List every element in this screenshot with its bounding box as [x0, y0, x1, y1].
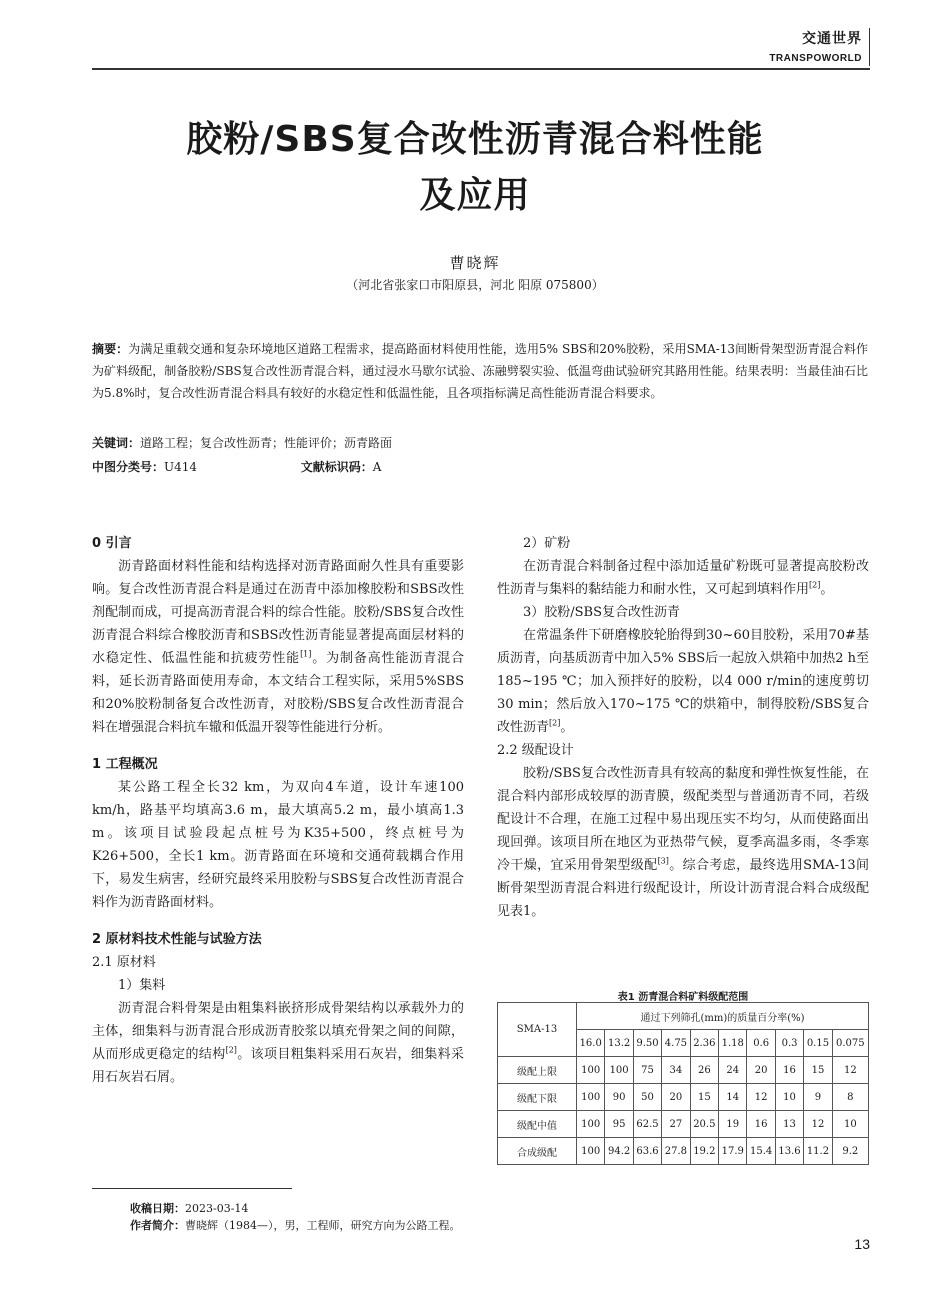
table-value-cell: 16 — [747, 1111, 775, 1138]
citation-3: [3] — [657, 856, 669, 866]
header-rule — [92, 68, 870, 70]
keywords-label: 关键词： — [92, 436, 141, 450]
table-value-cell: 15.4 — [747, 1138, 775, 1165]
footnote-rule — [92, 1188, 292, 1189]
doc-code-value: A — [372, 460, 382, 474]
sieve-size-cell: 0.6 — [747, 1030, 775, 1057]
sieve-size-cell: 16.0 — [577, 1030, 605, 1057]
keywords — [92, 432, 392, 454]
sieve-size-cell: 4.75 — [662, 1030, 690, 1057]
table-value-cell: 100 — [605, 1057, 633, 1084]
table-value-cell: 10 — [775, 1084, 803, 1111]
table-value-cell: 34 — [662, 1057, 690, 1084]
row-label-cell: 合成级配 — [498, 1138, 577, 1165]
author-affiliation: （河北省张家口市阳原县，河北 阳原 075800） — [346, 278, 604, 292]
table-value-cell: 20 — [747, 1057, 775, 1084]
footnote-author — [130, 1217, 461, 1233]
table-value-cell: 75 — [633, 1057, 661, 1084]
table-value-cell: 17.9 — [719, 1138, 747, 1165]
citation-2b: [2] — [809, 580, 821, 590]
sieve-size-cell: 0.3 — [775, 1030, 803, 1057]
table-row — [498, 1084, 869, 1111]
journal-name-cn: 交通世界 — [802, 31, 862, 47]
table-value-cell: 20.5 — [690, 1111, 718, 1138]
citation-2c: [2] — [549, 718, 561, 728]
table-value-cell: 15 — [804, 1057, 832, 1084]
sieve-size-cell: 0.075 — [832, 1030, 868, 1057]
classification-line — [92, 456, 381, 478]
keywords-text: 道路工程；复合改性沥青；性能评价；沥青路面 — [140, 436, 393, 450]
section-2-2-paragraph: 胶粉/SBS复合改性沥青具有较高的黏度和弹性恢复性能，在混合料内部形成较厚的沥青膜，级配类型与普通沥青不同，若级配设计不合理，在施工过程中易出现压实不均匀，从而使路面出现回弹。该项目所在地区为亚热带气候，夏季高温多雨，冬季寒冷干燥，宜采用骨架型级配[3]。综合考虑，最终选用SMA-13间断骨架型沥青混合料进行级配设计，所设计沥青混合料合成级配见表1。 — [497, 766, 869, 919]
abstract — [92, 338, 868, 404]
footnote-received — [130, 1200, 248, 1216]
table-value-cell: 26 — [690, 1057, 718, 1084]
table-value-cell: 14 — [719, 1084, 747, 1111]
subsection-composite-asphalt-paragraph: 在常温条件下研磨橡胶轮胎得到30~60目胶粉，采用70#基质沥青，向基质沥青中加入5% SBS后一起放入烘箱中加热2 h至185~195 ℃；加入预拌好的胶粉，以4 000 r/min的速度剪切30 min；然后放入170~175 ℃的烘箱中，制得胶粉/SBS复合改性沥青[2]。 — [497, 628, 869, 735]
journal-header — [769, 28, 862, 64]
table-value-cell: 100 — [577, 1138, 605, 1165]
section-1-paragraph: 某公路工程全长32 km，为双向4车道，设计车速100 km/h，路基平均填高3.6 m，最大填高5.2 m，最小填高1.3 m。该项目试验段起点桩号为K35+500，终点桩号为K26+500，全长1 km。沥青路面在环境和交通荷载耦合作用下，易发生病害，经研究最终采用胶粉与SBS复合改性沥青混合料作为沥青路面材料。 — [92, 780, 464, 910]
author-bio-value: 曹晓辉（1984—），男，工程师，研究方向为公路工程。 — [185, 1219, 461, 1232]
row-label-cell: 级配下限 — [498, 1084, 577, 1111]
received-label: 收稿日期： — [130, 1202, 185, 1215]
table-value-cell: 15 — [690, 1084, 718, 1111]
table-value-cell: 100 — [577, 1057, 605, 1084]
table-value-cell: 11.2 — [804, 1138, 832, 1165]
table-value-cell: 12 — [804, 1111, 832, 1138]
table-value-cell: 12 — [832, 1057, 868, 1084]
table-value-cell: 94.2 — [605, 1138, 633, 1165]
gradation-table — [497, 1002, 869, 1165]
clc-value: U414 — [164, 460, 198, 474]
table-group-header: 通过下列筛孔(mm)的质量百分率(%) — [577, 1003, 869, 1030]
sieve-size-cell: 13.2 — [605, 1030, 633, 1057]
left-column — [92, 532, 464, 1089]
table-value-cell: 9 — [804, 1084, 832, 1111]
sieve-size-cell: 1.18 — [719, 1030, 747, 1057]
table-value-cell: 63.6 — [633, 1138, 661, 1165]
sieve-size-cell: 9.50 — [633, 1030, 661, 1057]
received-value: 2023-03-14 — [185, 1202, 249, 1215]
abstract-label: 摘要： — [92, 342, 129, 356]
table-value-cell: 27 — [662, 1111, 690, 1138]
table-row — [498, 1057, 869, 1084]
section-1-title: 1 工程概况 — [92, 757, 158, 772]
sieve-size-cell: 0.15 — [804, 1030, 832, 1057]
section-0-paragraph: 沥青路面材料性能和结构选择对沥青路面耐久性具有重要影响。复合改性沥青混合料是通过在沥青中添加橡胶粉和SBS改性剂配制而成，可提高沥青混合料的综合性能。胶粉/SBS复合改性沥青混合料综合橡胶沥青和SBS改性沥青能显著提高面层材料的水稳定性、低温性能和抗疲劳性能[1]。为制备高性能沥青混合料，延长沥青路面使用寿命，本文结合工程实际，采用5%SBS和20%胶粉制备复合改性沥青，对胶粉/SBS复合改性沥青混合料在增强混合料抗车辙和低温开裂等性能进行分析。 — [92, 559, 464, 735]
header-divider-vertical — [869, 28, 870, 66]
title-line-2: 及应用 — [419, 175, 531, 216]
row-label-cell: 级配上限 — [498, 1057, 577, 1084]
author-name: 曹晓辉 — [449, 254, 501, 272]
abstract-text: 为满足重载交通和复杂环境地区道路工程需求，提高路面材料使用性能，选用5% SBS和20%胶粉，采用SMA-13间断骨架型沥青混合料作为矿料级配，制备胶粉/SBS复合改性沥青混合料，通过浸水马歇尔试验、冻融劈裂实验、低温弯曲试验研究其路用性能。结果表明：当最佳油石比为5.8%时，复合改性沥青混合料具有较好的水稳定性和低温性能，且各项指标满足高性能沥青混合料要求。 — [92, 342, 868, 400]
journal-name-en: TRANSPOWORLD — [769, 53, 862, 64]
table-caption: 表1 沥青混合料矿料级配范围 — [617, 992, 749, 1003]
table-value-cell: 19.2 — [690, 1138, 718, 1165]
sieve-size-cell: 2.36 — [690, 1030, 718, 1057]
table-value-cell: 90 — [605, 1084, 633, 1111]
table-value-cell: 24 — [719, 1057, 747, 1084]
page-number: 13 — [854, 1236, 870, 1252]
paper-title — [60, 112, 890, 224]
subsection-mineral-powder-paragraph: 在沥青混合料制备过程中添加适量矿粉既可显著提高胶粉改性沥青与集料的黏结能力和耐水性，又可起到填料作用[2]。 — [497, 559, 869, 597]
table-value-cell: 10 — [832, 1111, 868, 1138]
table-row — [498, 1111, 869, 1138]
author-bio-label: 作者简介： — [130, 1219, 185, 1232]
row-label-cell: 级配中值 — [498, 1111, 577, 1138]
subsection-aggregate-title: 1）集料 — [118, 978, 166, 993]
table-value-cell: 27.8 — [662, 1138, 690, 1165]
table-value-cell: 50 — [633, 1084, 661, 1111]
subsection-composite-asphalt-title: 3）胶粉/SBS复合改性沥青 — [523, 605, 681, 620]
table-value-cell: 20 — [662, 1084, 690, 1111]
table-value-cell: 8 — [832, 1084, 868, 1111]
citation-2: [2] — [225, 1045, 237, 1055]
table-value-cell: 19 — [719, 1111, 747, 1138]
table-value-cell: 13.6 — [775, 1138, 803, 1165]
table-row — [498, 1138, 869, 1165]
subsection-aggregate-paragraph: 沥青混合料骨架是由粗集料嵌挤形成骨架结构以承载外力的主体，细集料与沥青混合形成沥青胶浆以填充骨架之间的间隙，从而形成更稳定的结构[2]。该项目粗集料采用石灰岩，细集料采用石灰岩石屑。 — [92, 1001, 464, 1085]
table-value-cell: 9.2 — [832, 1138, 868, 1165]
table-value-cell: 100 — [577, 1111, 605, 1138]
table-value-cell: 13 — [775, 1111, 803, 1138]
table-value-cell: 100 — [577, 1084, 605, 1111]
section-2-2-title: 2.2 级配设计 — [497, 743, 574, 758]
table-value-cell: 16 — [775, 1057, 803, 1084]
table-value-cell: 95 — [605, 1111, 633, 1138]
table-corner-cell: SMA-13 — [498, 1003, 577, 1057]
section-0-title: 0 引言 — [92, 536, 132, 551]
clc-label: 中图分类号： — [92, 460, 165, 474]
table-value-cell: 62.5 — [633, 1111, 661, 1138]
doc-code-label: 文献标识码： — [300, 460, 373, 474]
title-line-1: 胶粉/SBS复合改性沥青混合料性能 — [186, 119, 764, 160]
section-2-1-title: 2.1 原材料 — [92, 955, 156, 970]
citation-1: [1] — [300, 649, 312, 659]
table-value-cell: 12 — [747, 1084, 775, 1111]
subsection-mineral-powder-title: 2）矿粉 — [523, 536, 571, 551]
right-column — [497, 532, 869, 923]
section-2-title: 2 原材料技术性能与试验方法 — [92, 932, 262, 947]
